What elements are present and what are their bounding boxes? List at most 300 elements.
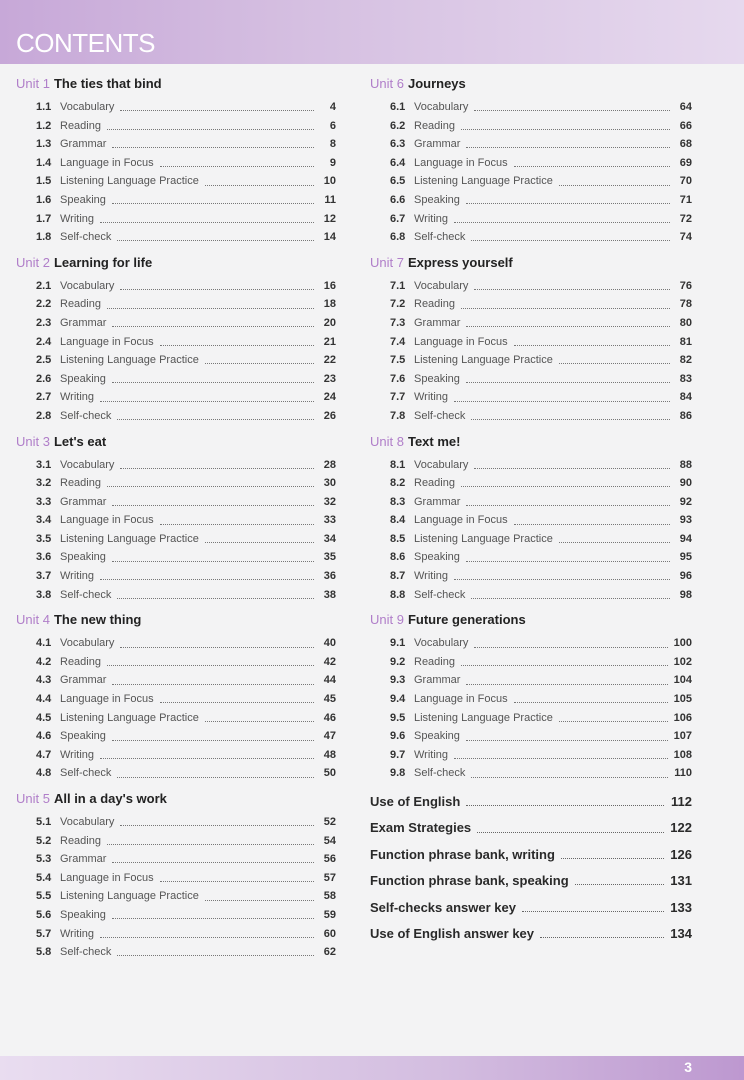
entry-page-number: 22: [323, 354, 336, 367]
entry-page-number: 68: [679, 138, 692, 151]
dot-leader: [117, 776, 314, 778]
entry-number: 1.5: [36, 175, 52, 188]
entry-title: Reading: [414, 477, 455, 490]
page-number: 3: [684, 1059, 692, 1075]
entry-number: 6.6: [390, 193, 406, 206]
toc-entry[interactable]: [370, 456, 692, 475]
dot-leader: [477, 831, 664, 833]
entry-number: 7.3: [390, 316, 406, 329]
toc-entry[interactable]: [16, 887, 336, 906]
toc-entry[interactable]: [370, 727, 692, 746]
entry-page-number: 93: [679, 514, 692, 527]
entry-page-number: 46: [323, 711, 336, 724]
entry-title: Writing: [60, 570, 95, 583]
entry-title: Listening Language Practice: [414, 175, 553, 188]
dot-leader: [107, 843, 314, 845]
entry-title: Self-check: [60, 946, 112, 959]
entry-number: 3.7: [36, 570, 52, 583]
entry-title: Speaking: [414, 372, 460, 385]
dot-leader: [120, 646, 314, 648]
dot-leader: [205, 541, 314, 543]
entry-title: Writing: [414, 570, 449, 583]
toc-entry[interactable]: [370, 388, 692, 407]
entry-page-number: 35: [323, 551, 336, 564]
unit-label: Unit 2: [16, 254, 50, 270]
entry-number: 8.1: [390, 458, 406, 471]
unit-heading: [16, 432, 336, 452]
toc-entry[interactable]: [370, 493, 692, 512]
toc-entry[interactable]: [370, 634, 692, 653]
toc-entry[interactable]: [16, 586, 336, 605]
dot-leader: [112, 146, 314, 148]
entry-number: 5.4: [36, 871, 52, 884]
unit-title: Future generations: [407, 612, 526, 628]
dot-leader: [117, 418, 314, 420]
entry-page-number: 24: [323, 391, 336, 404]
entry-title: Language in Focus: [60, 871, 154, 884]
entry-page-number: 40: [323, 637, 336, 650]
toc-entry[interactable]: [16, 746, 336, 765]
toc-entry[interactable]: [16, 117, 336, 136]
entry-title: Grammar: [60, 674, 107, 687]
toc-entry[interactable]: [16, 191, 336, 210]
unit-heading: [16, 74, 336, 94]
toc-entry[interactable]: [16, 832, 336, 851]
dot-leader: [107, 485, 314, 487]
toc-entry[interactable]: [370, 228, 692, 247]
entry-number: 2.7: [36, 391, 52, 404]
toc-entry[interactable]: [16, 154, 336, 173]
entry-title: Speaking: [60, 908, 106, 921]
toc-extra-entry[interactable]: [370, 842, 692, 868]
entry-number: 7.5: [390, 354, 406, 367]
dot-leader: [117, 239, 314, 241]
entry-title: Grammar: [414, 138, 461, 151]
toc-entry[interactable]: [370, 530, 692, 549]
entry-number: 5.1: [36, 816, 52, 828]
toc-entry[interactable]: [370, 671, 692, 690]
toc-entry[interactable]: [16, 295, 336, 314]
entry-page-number: 96: [679, 570, 692, 583]
dot-leader: [160, 701, 314, 703]
entry-title: Vocabulary: [414, 101, 469, 113]
dot-leader: [466, 560, 670, 562]
entry-title: Language in Focus: [414, 156, 508, 169]
dot-leader: [120, 288, 314, 290]
toc-entry[interactable]: [370, 586, 692, 605]
dot-leader: [474, 467, 670, 469]
footer-band: [0, 1056, 744, 1080]
entry-number: 4.7: [36, 748, 52, 761]
toc-entry[interactable]: [16, 906, 336, 925]
dot-leader: [466, 146, 670, 148]
extra-page-number: 134: [670, 925, 692, 941]
extra-page-number: 112: [671, 794, 692, 809]
entry-number: 5.6: [36, 908, 52, 921]
toc-entry[interactable]: [370, 690, 692, 709]
entry-page-number: 104: [673, 674, 692, 687]
dot-leader: [466, 683, 667, 685]
entry-number: 9.3: [390, 674, 406, 687]
toc-entry[interactable]: [370, 567, 692, 586]
dot-leader: [112, 325, 314, 327]
toc-entry[interactable]: [16, 764, 336, 783]
entry-page-number: 45: [323, 693, 336, 706]
toc-entry[interactable]: [16, 869, 336, 888]
entry-title: Listening Language Practice: [414, 354, 553, 367]
toc-entry[interactable]: [370, 351, 692, 370]
entry-number: 4.1: [36, 637, 52, 650]
entry-page-number: 94: [679, 532, 692, 545]
entry-number: 9.2: [390, 655, 406, 668]
entry-page-number: 38: [323, 588, 336, 601]
toc-entry[interactable]: [16, 530, 336, 549]
unit-title: Journeys: [407, 76, 466, 91]
toc-entry[interactable]: [370, 98, 692, 117]
entry-page-number: 52: [323, 816, 336, 828]
unit-title: Text me!: [407, 433, 461, 449]
toc-extra-entry[interactable]: [370, 921, 692, 947]
dot-leader: [575, 883, 664, 885]
unit-title: The ties that bind: [53, 76, 162, 91]
toc-entry[interactable]: [370, 764, 692, 783]
toc-entry[interactable]: [16, 351, 336, 370]
entry-page-number: 54: [323, 834, 336, 847]
dot-leader: [112, 683, 314, 685]
entry-title: Writing: [414, 748, 449, 761]
dot-leader: [112, 381, 314, 383]
entry-title: Language in Focus: [60, 693, 154, 706]
entry-page-number: 16: [323, 279, 336, 292]
toc-entry[interactable]: [370, 135, 692, 154]
unit-heading: [370, 610, 692, 630]
entry-page-number: 69: [679, 156, 692, 169]
toc-entry[interactable]: [16, 228, 336, 247]
unit-heading: [370, 432, 692, 452]
entry-title: Grammar: [60, 316, 107, 329]
dot-leader: [514, 165, 670, 167]
toc-entry[interactable]: [16, 709, 336, 728]
toc-entry[interactable]: [16, 925, 336, 944]
toc-entry[interactable]: [370, 709, 692, 728]
entry-page-number: 70: [679, 175, 692, 188]
entry-number: 2.1: [36, 279, 52, 292]
entry-number: 8.8: [390, 588, 406, 601]
entry-title: Grammar: [60, 853, 107, 866]
unit-section: [370, 610, 692, 783]
entry-number: 2.4: [36, 335, 52, 348]
toc-entry[interactable]: [370, 154, 692, 173]
entry-page-number: 88: [679, 458, 692, 471]
entry-page-number: 84: [679, 391, 692, 404]
entry-number: 8.5: [390, 532, 406, 545]
unit-heading: [16, 610, 336, 630]
dot-leader: [454, 578, 670, 580]
entry-number: 6.4: [390, 156, 406, 169]
toc-extra-entry[interactable]: [370, 815, 692, 841]
dot-leader: [120, 824, 314, 826]
entry-title: Speaking: [60, 730, 106, 743]
entry-page-number: 23: [323, 372, 336, 385]
entry-page-number: 34: [323, 532, 336, 545]
entry-number: 8.3: [390, 495, 406, 508]
entry-number: 1.1: [36, 101, 52, 113]
toc-extra-entry[interactable]: [370, 868, 692, 894]
dot-leader: [540, 936, 664, 938]
dot-leader: [205, 899, 314, 901]
entry-title: Vocabulary: [60, 101, 115, 113]
dot-leader: [112, 504, 314, 506]
toc-entry[interactable]: [16, 407, 336, 426]
unit-title: The new thing: [53, 612, 142, 628]
toc-entry[interactable]: [370, 474, 692, 493]
toc-entry[interactable]: [16, 493, 336, 512]
dot-leader: [117, 954, 314, 956]
entry-number: 4.4: [36, 693, 52, 706]
unit-section: [16, 789, 336, 962]
entry-number: 1.6: [36, 193, 52, 206]
entry-number: 3.4: [36, 514, 52, 527]
entry-page-number: 9: [329, 156, 336, 169]
entry-page-number: 95: [679, 551, 692, 564]
toc-entry[interactable]: [16, 653, 336, 672]
toc-entry[interactable]: [16, 634, 336, 653]
entry-page-number: 78: [679, 298, 692, 311]
entry-title: Reading: [60, 298, 101, 311]
entry-page-number: 92: [679, 495, 692, 508]
toc-entry[interactable]: [370, 333, 692, 352]
toc-entry[interactable]: [16, 210, 336, 229]
entry-title: Grammar: [60, 495, 107, 508]
entry-page-number: 18: [323, 298, 336, 311]
extra-title: Function phrase bank, writing: [370, 846, 555, 862]
dot-leader: [120, 467, 314, 469]
entry-title: Reading: [60, 477, 101, 490]
entry-page-number: 66: [679, 119, 692, 132]
entry-number: 5.5: [36, 890, 52, 903]
toc-entry[interactable]: [16, 135, 336, 154]
dot-leader: [471, 776, 668, 778]
dot-leader: [112, 560, 314, 562]
entry-title: Self-check: [60, 409, 112, 422]
dot-leader: [559, 720, 668, 722]
toc-entry[interactable]: [370, 117, 692, 136]
dot-leader: [100, 578, 314, 580]
dot-leader: [474, 288, 670, 290]
unit-label: Unit 3: [16, 433, 50, 449]
entry-page-number: 57: [323, 871, 336, 884]
entry-title: Listening Language Practice: [60, 532, 199, 545]
header-band: [0, 0, 744, 64]
entry-page-number: 33: [323, 514, 336, 527]
unit-section: [370, 74, 692, 247]
toc-entry[interactable]: [16, 98, 336, 117]
entry-title: Listening Language Practice: [414, 711, 553, 724]
dot-leader: [100, 757, 314, 759]
toc-entry[interactable]: [370, 277, 692, 296]
entry-page-number: 50: [323, 767, 336, 780]
entry-page-number: 42: [323, 655, 336, 668]
toc-entry[interactable]: [370, 210, 692, 229]
entry-number: 3.3: [36, 495, 52, 508]
toc-entry[interactable]: [16, 548, 336, 567]
entry-title: Speaking: [60, 372, 106, 385]
entry-title: Reading: [60, 655, 101, 668]
toc-entry[interactable]: [16, 370, 336, 389]
entry-number: 6.3: [390, 138, 406, 151]
entry-title: Language in Focus: [414, 693, 508, 706]
entry-number: 7.6: [390, 372, 406, 385]
entry-title: Self-check: [60, 588, 112, 601]
toc-entry[interactable]: [16, 333, 336, 352]
entry-page-number: 59: [323, 908, 336, 921]
dot-leader: [100, 936, 314, 938]
entry-title: Self-check: [414, 767, 466, 780]
entry-page-number: 82: [679, 354, 692, 367]
dot-leader: [205, 720, 314, 722]
dot-leader: [205, 362, 314, 364]
entry-title: Language in Focus: [414, 514, 508, 527]
entry-title: Writing: [414, 391, 449, 404]
entry-number: 5.2: [36, 834, 52, 847]
dot-leader: [454, 221, 670, 223]
toc-entry[interactable]: [16, 850, 336, 869]
dot-leader: [461, 664, 668, 666]
dot-leader: [471, 418, 670, 420]
entry-number: 6.8: [390, 231, 406, 244]
dot-leader: [559, 362, 670, 364]
unit-label: Unit 8: [370, 433, 404, 449]
entry-page-number: 11: [324, 193, 336, 206]
dot-leader: [461, 128, 670, 130]
unit-title: Express yourself: [407, 254, 513, 270]
entry-title: Grammar: [60, 138, 107, 151]
unit-title: Let's eat: [53, 433, 107, 449]
toc-extra-entry[interactable]: [370, 895, 692, 921]
entry-number: 5.3: [36, 853, 52, 866]
entry-number: 9.8: [390, 767, 406, 780]
entry-title: Vocabulary: [60, 458, 115, 471]
toc-entry[interactable]: [370, 407, 692, 426]
entry-title: Speaking: [60, 193, 106, 206]
unit-section: [16, 74, 336, 247]
entry-page-number: 58: [323, 890, 336, 903]
entry-number: 9.5: [390, 711, 406, 724]
entry-title: Language in Focus: [414, 335, 508, 348]
entry-number: 9.7: [390, 748, 406, 761]
entry-number: 2.2: [36, 298, 52, 311]
toc-entry[interactable]: [16, 567, 336, 586]
toc-entry[interactable]: [370, 295, 692, 314]
entry-page-number: 36: [323, 570, 336, 583]
unit-label: Unit 9: [370, 612, 404, 628]
unit-heading: [370, 74, 692, 94]
unit-label: Unit 1: [16, 76, 50, 91]
unit-section: [16, 253, 336, 426]
entry-page-number: 110: [674, 767, 692, 780]
page-title: CONTENTS: [16, 28, 155, 58]
toc-entry[interactable]: [16, 943, 336, 962]
toc-entry[interactable]: [370, 314, 692, 333]
entry-page-number: 21: [323, 335, 336, 348]
entry-page-number: 76: [679, 279, 692, 292]
toc-entry[interactable]: [16, 511, 336, 530]
entry-page-number: 64: [679, 101, 692, 113]
toc-extra-entry[interactable]: [370, 789, 692, 815]
entry-title: Self-check: [414, 588, 466, 601]
entry-title: Self-check: [60, 231, 112, 244]
entry-title: Grammar: [414, 495, 461, 508]
toc-entry[interactable]: [16, 813, 336, 832]
dot-leader: [117, 597, 314, 599]
extra-title: Use of English: [370, 794, 461, 809]
toc-entry[interactable]: [370, 548, 692, 567]
entry-title: Grammar: [414, 674, 461, 687]
dot-leader: [461, 485, 670, 487]
unit-label: Unit 6: [370, 76, 404, 91]
entry-page-number: 12: [323, 212, 336, 225]
toc-entry[interactable]: [370, 653, 692, 672]
toc-entry[interactable]: [16, 314, 336, 333]
entry-number: 7.2: [390, 298, 406, 311]
dot-leader: [461, 307, 670, 309]
entry-page-number: 30: [323, 477, 336, 490]
entry-title: Grammar: [414, 316, 461, 329]
dot-leader: [120, 109, 314, 111]
entry-page-number: 80: [679, 316, 692, 329]
dot-leader: [100, 221, 314, 223]
entry-title: Language in Focus: [60, 156, 154, 169]
dot-leader: [107, 664, 314, 666]
dot-leader: [466, 325, 670, 327]
toc-entry[interactable]: [16, 277, 336, 296]
toc-entry[interactable]: [16, 474, 336, 493]
entry-title: Vocabulary: [60, 279, 115, 292]
entry-title: Language in Focus: [60, 335, 154, 348]
dot-leader: [514, 523, 670, 525]
toc-entry[interactable]: [370, 370, 692, 389]
dot-leader: [160, 165, 314, 167]
entry-page-number: 26: [323, 409, 336, 422]
toc-entry[interactable]: [16, 690, 336, 709]
unit-section: [370, 432, 692, 605]
toc-entry[interactable]: [370, 172, 692, 191]
toc-entry[interactable]: [16, 388, 336, 407]
toc-entry[interactable]: [16, 172, 336, 191]
entry-number: 8.2: [390, 477, 406, 490]
dot-leader: [561, 857, 664, 859]
entry-number: 6.1: [390, 101, 406, 113]
toc-entry[interactable]: [16, 671, 336, 690]
toc-entry[interactable]: [16, 727, 336, 746]
entry-number: 2.3: [36, 316, 52, 329]
entry-page-number: 60: [323, 927, 336, 940]
entry-title: Speaking: [60, 551, 106, 564]
entry-title: Speaking: [414, 730, 460, 743]
entry-title: Vocabulary: [414, 637, 469, 650]
toc-entry[interactable]: [16, 456, 336, 475]
entry-number: 2.8: [36, 409, 52, 422]
toc-entry[interactable]: [370, 191, 692, 210]
toc-entry[interactable]: [370, 746, 692, 765]
extra-title: Use of English answer key: [370, 925, 535, 941]
entry-number: 7.1: [390, 279, 406, 292]
unit-heading: [16, 253, 336, 273]
entry-title: Reading: [60, 834, 101, 847]
unit-label: Unit 7: [370, 254, 404, 270]
toc-left-column: [16, 74, 336, 968]
toc-entry[interactable]: [370, 511, 692, 530]
